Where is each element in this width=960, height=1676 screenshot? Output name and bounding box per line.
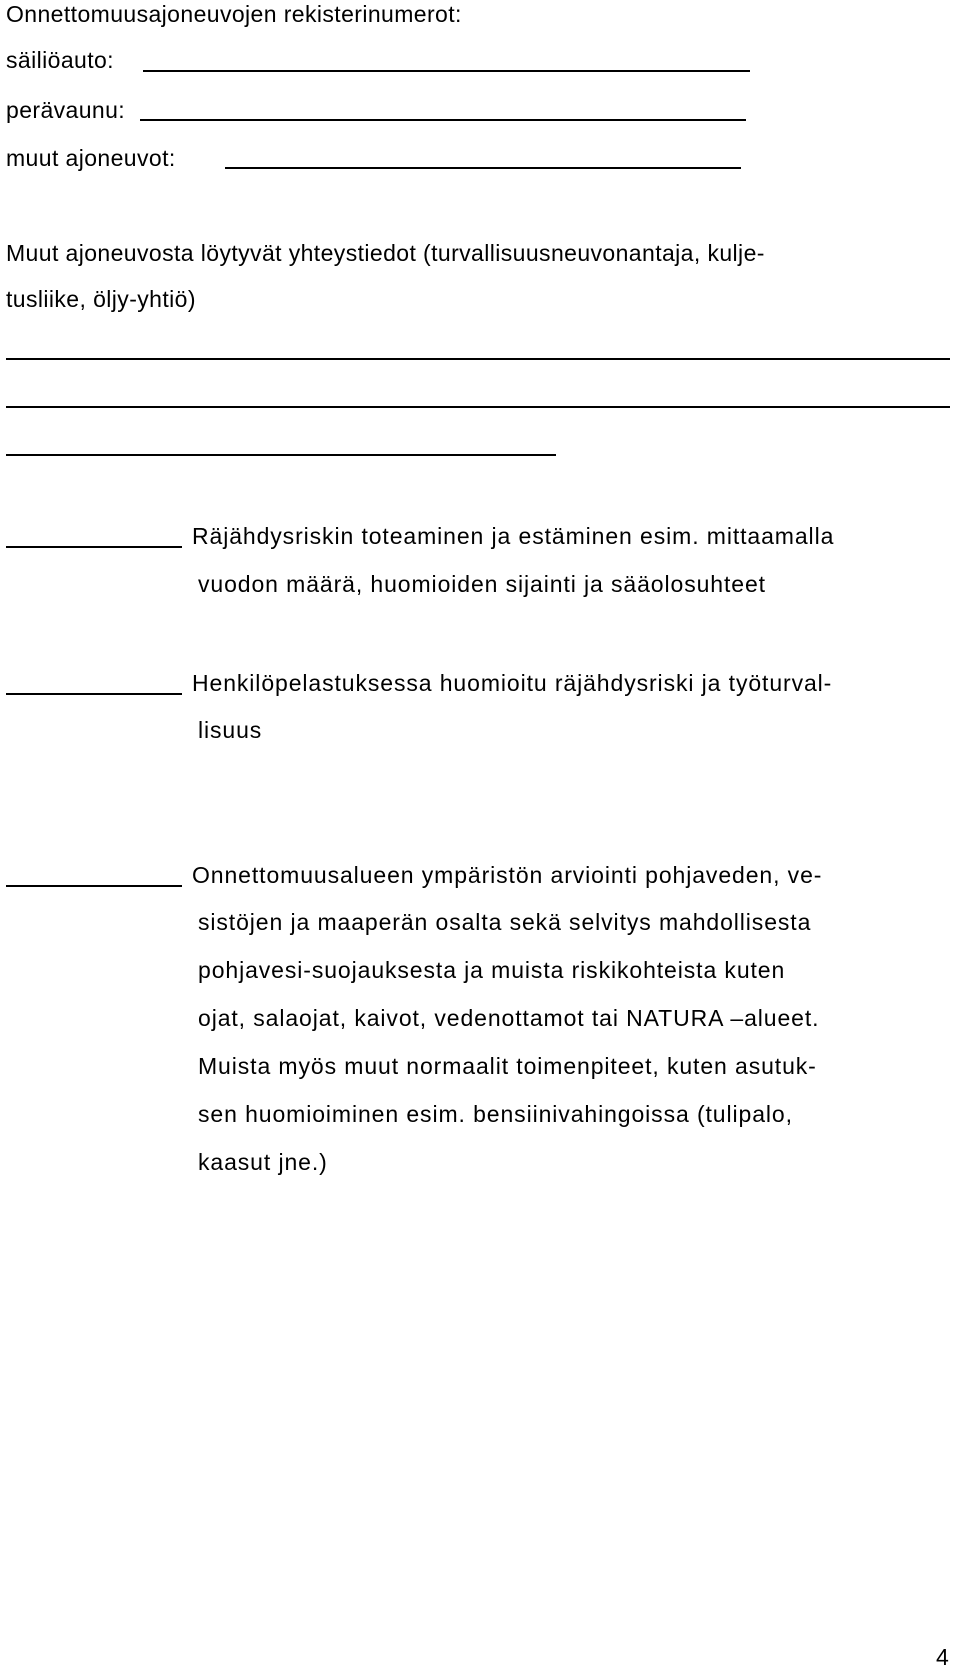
trailer-label: perävaunu: [6, 97, 126, 123]
contacts-blank-line-2[interactable] [6, 406, 950, 408]
checklist-item-2-line: lisuus [198, 717, 263, 743]
checklist-item-3-line: Onnettomuusalueen ympäristön arviointi pohjaveden, ve- [192, 862, 823, 888]
checklist-item-3-line: sen huomioiminen esim. bensiinivahingoissa (tulipalo, [198, 1101, 793, 1127]
checklist-item-3-line: ojat, salaojat, kaivot, vedenottamot tai NATURA –alueet. [198, 1005, 820, 1031]
contacts-blank-line-3[interactable] [6, 454, 556, 456]
checklist-item-1-line: Räjähdysriskin toteaminen ja estäminen esim. mittaamalla [192, 523, 835, 549]
other-vehicles-label: muut ajoneuvot: [6, 145, 176, 171]
checklist-item-3-line: sistöjen ja maaperän osalta sekä selvitys mahdollisesta [198, 909, 812, 935]
registration-heading: Onnettomuusajoneuvojen rekisterinumerot: [6, 1, 462, 27]
page-number: 4 [936, 1644, 950, 1670]
tanker-blank-line[interactable] [143, 70, 750, 72]
contacts-label-line2: tusliike, öljy-yhtiö) [6, 286, 196, 312]
checklist-item-1-line: vuodon määrä, huomioiden sijainti ja sääolosuhteet [198, 571, 766, 597]
contacts-blank-line-1[interactable] [6, 358, 950, 360]
contacts-label-line1: Muut ajoneuvosta löytyvät yhteystiedot (turvallisuusneuvonantaja, kulje- [6, 240, 765, 266]
checklist-item-3-line: Muista myös muut normaalit toimenpiteet, kuten asutuk- [198, 1053, 817, 1079]
checklist-blank-3[interactable] [6, 885, 182, 887]
trailer-blank-line[interactable] [140, 119, 746, 121]
checklist-blank-2[interactable] [6, 693, 182, 695]
checklist-item-3-line: pohjavesi-suojauksesta ja muista riskikohteista kuten [198, 957, 786, 983]
other-vehicles-blank-line[interactable] [225, 167, 741, 169]
checklist-blank-1[interactable] [6, 546, 182, 548]
tanker-label: säiliöauto: [6, 47, 114, 73]
checklist-item-2-line: Henkilöpelastuksessa huomioitu räjähdysriski ja työturval- [192, 670, 833, 696]
checklist-item-3-line: kaasut jne.) [198, 1149, 328, 1175]
